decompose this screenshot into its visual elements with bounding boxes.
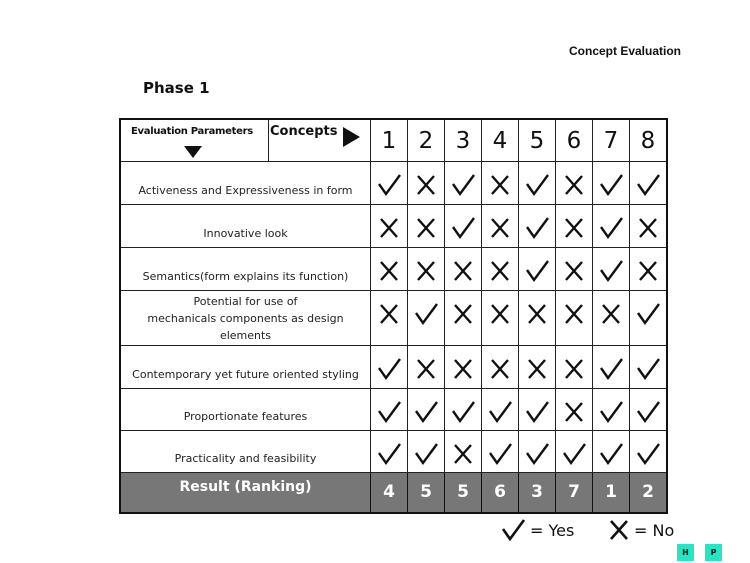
check-icon: [635, 399, 661, 425]
header-concepts: [269, 119, 371, 162]
cross-icon: [487, 258, 513, 284]
evaluation-cell: [519, 291, 556, 346]
cross-icon: [413, 215, 439, 241]
cross-icon: [413, 172, 439, 198]
concept-number: 2: [408, 119, 445, 162]
cross-icon: [561, 356, 587, 382]
check-icon: [487, 441, 513, 467]
parameter-label: Semantics(form explains its function): [120, 248, 371, 291]
cross-icon: [561, 215, 587, 241]
evaluation-cell: [482, 205, 519, 248]
check-icon: [635, 172, 661, 198]
check-icon: [598, 172, 624, 198]
evaluation-cell: [445, 346, 482, 389]
evaluation-cell: [408, 291, 445, 346]
evaluation-cell: [556, 291, 593, 346]
parameter-row: [120, 291, 667, 346]
check-icon: [376, 441, 402, 467]
parameter-label: Innovative look: [120, 205, 371, 248]
parameter-label: Contemporary yet future oriented styling: [120, 346, 371, 389]
check-icon: [561, 441, 587, 467]
evaluation-cell: [482, 346, 519, 389]
parameter-row: [120, 248, 667, 291]
evaluation-cell: [630, 346, 668, 389]
evaluation-cell: [371, 346, 408, 389]
parameter-row: [120, 162, 667, 205]
ranking-value: 2: [630, 473, 668, 513]
concept-number: 7: [593, 119, 630, 162]
cross-icon: [561, 258, 587, 284]
evaluation-cell: [556, 346, 593, 389]
cross-icon: [450, 301, 476, 327]
legend-no-label: = No: [634, 520, 675, 540]
ranking-value: 7: [556, 473, 593, 513]
evaluation-cell: [593, 431, 630, 473]
check-icon: [413, 441, 439, 467]
concept-number: 6: [556, 119, 593, 162]
cross-icon: [487, 356, 513, 382]
evaluation-cell: [630, 162, 668, 205]
evaluation-cell: [630, 291, 668, 346]
parameter-label: Practicality and feasibility: [120, 431, 371, 473]
evaluation-cell: [556, 162, 593, 205]
evaluation-cell: [593, 346, 630, 389]
evaluation-cell: [593, 205, 630, 248]
evaluation-cell: [630, 205, 668, 248]
evaluation-cell: [556, 431, 593, 473]
triangle-down-icon: [184, 146, 202, 158]
parameter-row: [120, 431, 667, 473]
evaluation-cell: [556, 248, 593, 291]
check-icon: [524, 258, 550, 284]
cross-icon: [561, 301, 587, 327]
check-icon: [376, 356, 402, 382]
evaluation-cell: [408, 346, 445, 389]
cross-icon: [376, 215, 402, 241]
parameter-row: [120, 346, 667, 389]
evaluation-cell: [519, 346, 556, 389]
concept-number: 3: [445, 119, 482, 162]
check-icon: [376, 172, 402, 198]
evaluation-cell: [445, 291, 482, 346]
check-icon: [376, 399, 402, 425]
evaluation-cell: [445, 248, 482, 291]
ranking-value: 5: [445, 473, 482, 513]
cross-icon: [450, 441, 476, 467]
evaluation-cell: [519, 389, 556, 431]
parameter-label: [120, 291, 371, 346]
concept-number: 8: [630, 119, 668, 162]
check-icon: [450, 172, 476, 198]
evaluation-cell: [519, 205, 556, 248]
concepts-label: Concepts: [270, 124, 338, 139]
evaluation-cell: [445, 205, 482, 248]
concept-number: 5: [519, 119, 556, 162]
check-icon: [598, 399, 624, 425]
evaluation-cell: [556, 205, 593, 248]
evaluation-cell: [556, 389, 593, 431]
evaluation-table: [119, 118, 668, 514]
evaluation-cell: [519, 162, 556, 205]
parameter-label: Activeness and Expressiveness in form: [120, 162, 371, 205]
evaluation-cell: [445, 431, 482, 473]
parameter-row: [120, 389, 667, 431]
cross-icon: [450, 258, 476, 284]
check-icon: [598, 215, 624, 241]
check-icon: [487, 399, 513, 425]
evaluation-cell: [371, 162, 408, 205]
check-icon: [524, 172, 550, 198]
evaluation-cell: [482, 162, 519, 205]
cross-icon: [635, 215, 661, 241]
cross-icon: [606, 517, 632, 543]
evaluation-cell: [593, 389, 630, 431]
cross-icon: [524, 301, 550, 327]
legend-yes-label: = Yes: [530, 520, 575, 540]
cross-icon: [635, 258, 661, 284]
parameter-row: [120, 205, 667, 248]
cross-icon: [413, 258, 439, 284]
cross-icon: [487, 215, 513, 241]
parameter-label-line: elements: [219, 328, 272, 342]
evaluation-cell: [445, 389, 482, 431]
parameter-label-line: Potential for use of: [193, 294, 298, 308]
evaluation-cell: [371, 291, 408, 346]
evaluation-cell: [482, 291, 519, 346]
parameter-label: Proportionate features: [120, 389, 371, 431]
check-icon: [524, 399, 550, 425]
evaluation-cell: [408, 162, 445, 205]
ranking-value: 5: [408, 473, 445, 513]
check-icon: [450, 399, 476, 425]
check-icon: [524, 215, 550, 241]
check-icon: [598, 258, 624, 284]
evaluation-cell: [482, 389, 519, 431]
cross-icon: [524, 356, 550, 382]
legend-no: [606, 517, 674, 543]
ranking-value: 3: [519, 473, 556, 513]
evaluation-cell: [482, 431, 519, 473]
check-icon: [598, 356, 624, 382]
evaluation-cell: [408, 389, 445, 431]
evaluation-cell: [630, 389, 668, 431]
cross-icon: [561, 399, 587, 425]
result-label: Result (Ranking): [120, 473, 371, 513]
concept-number: 1: [371, 119, 408, 162]
evaluation-cell: [593, 248, 630, 291]
concept-number: 4: [482, 119, 519, 162]
evaluation-cell: [408, 205, 445, 248]
result-row: [120, 473, 667, 513]
ranking-value: 6: [482, 473, 519, 513]
cross-icon: [376, 301, 402, 327]
triangle-right-icon: [343, 127, 360, 147]
cross-icon: [487, 301, 513, 327]
ranking-value: 4: [371, 473, 408, 513]
cross-icon: [598, 301, 624, 327]
evaluation-cell: [482, 248, 519, 291]
check-icon: [635, 301, 661, 327]
check-icon: [598, 441, 624, 467]
header-evaluation-parameters: [120, 119, 269, 162]
evaluation-cell: [408, 431, 445, 473]
evaluation-cell: [593, 162, 630, 205]
evaluation-cell: [371, 248, 408, 291]
legend-yes: [500, 517, 574, 543]
check-icon: [450, 215, 476, 241]
evaluation-cell: [408, 248, 445, 291]
evaluation-cell: [371, 431, 408, 473]
evaluation-cell: [445, 162, 482, 205]
evaluation-parameters-label: Evaluation Parameters: [131, 126, 253, 137]
cross-icon: [561, 172, 587, 198]
h-nav-button[interactable]: H: [677, 544, 694, 561]
evaluation-cell: [630, 431, 668, 473]
check-icon: [524, 441, 550, 467]
evaluation-cell: [630, 248, 668, 291]
cross-icon: [450, 356, 476, 382]
parameter-label-line: mechanicals components as design: [147, 311, 344, 325]
evaluation-cell: [593, 291, 630, 346]
cross-icon: [413, 356, 439, 382]
phase-heading: Phase 1: [143, 79, 210, 97]
check-icon: [413, 301, 439, 327]
ranking-value: 1: [593, 473, 630, 513]
header-row: [120, 119, 667, 162]
evaluation-cell: [519, 248, 556, 291]
check-icon: [413, 399, 439, 425]
evaluation-cell: [519, 431, 556, 473]
check-icon: [635, 441, 661, 467]
evaluation-cell: [371, 205, 408, 248]
cross-icon: [376, 258, 402, 284]
cross-icon: [487, 172, 513, 198]
check-icon: [500, 517, 526, 543]
check-icon: [635, 356, 661, 382]
document-title: Concept Evaluation: [569, 44, 682, 58]
p-nav-button[interactable]: P: [705, 544, 722, 561]
evaluation-cell: [371, 389, 408, 431]
